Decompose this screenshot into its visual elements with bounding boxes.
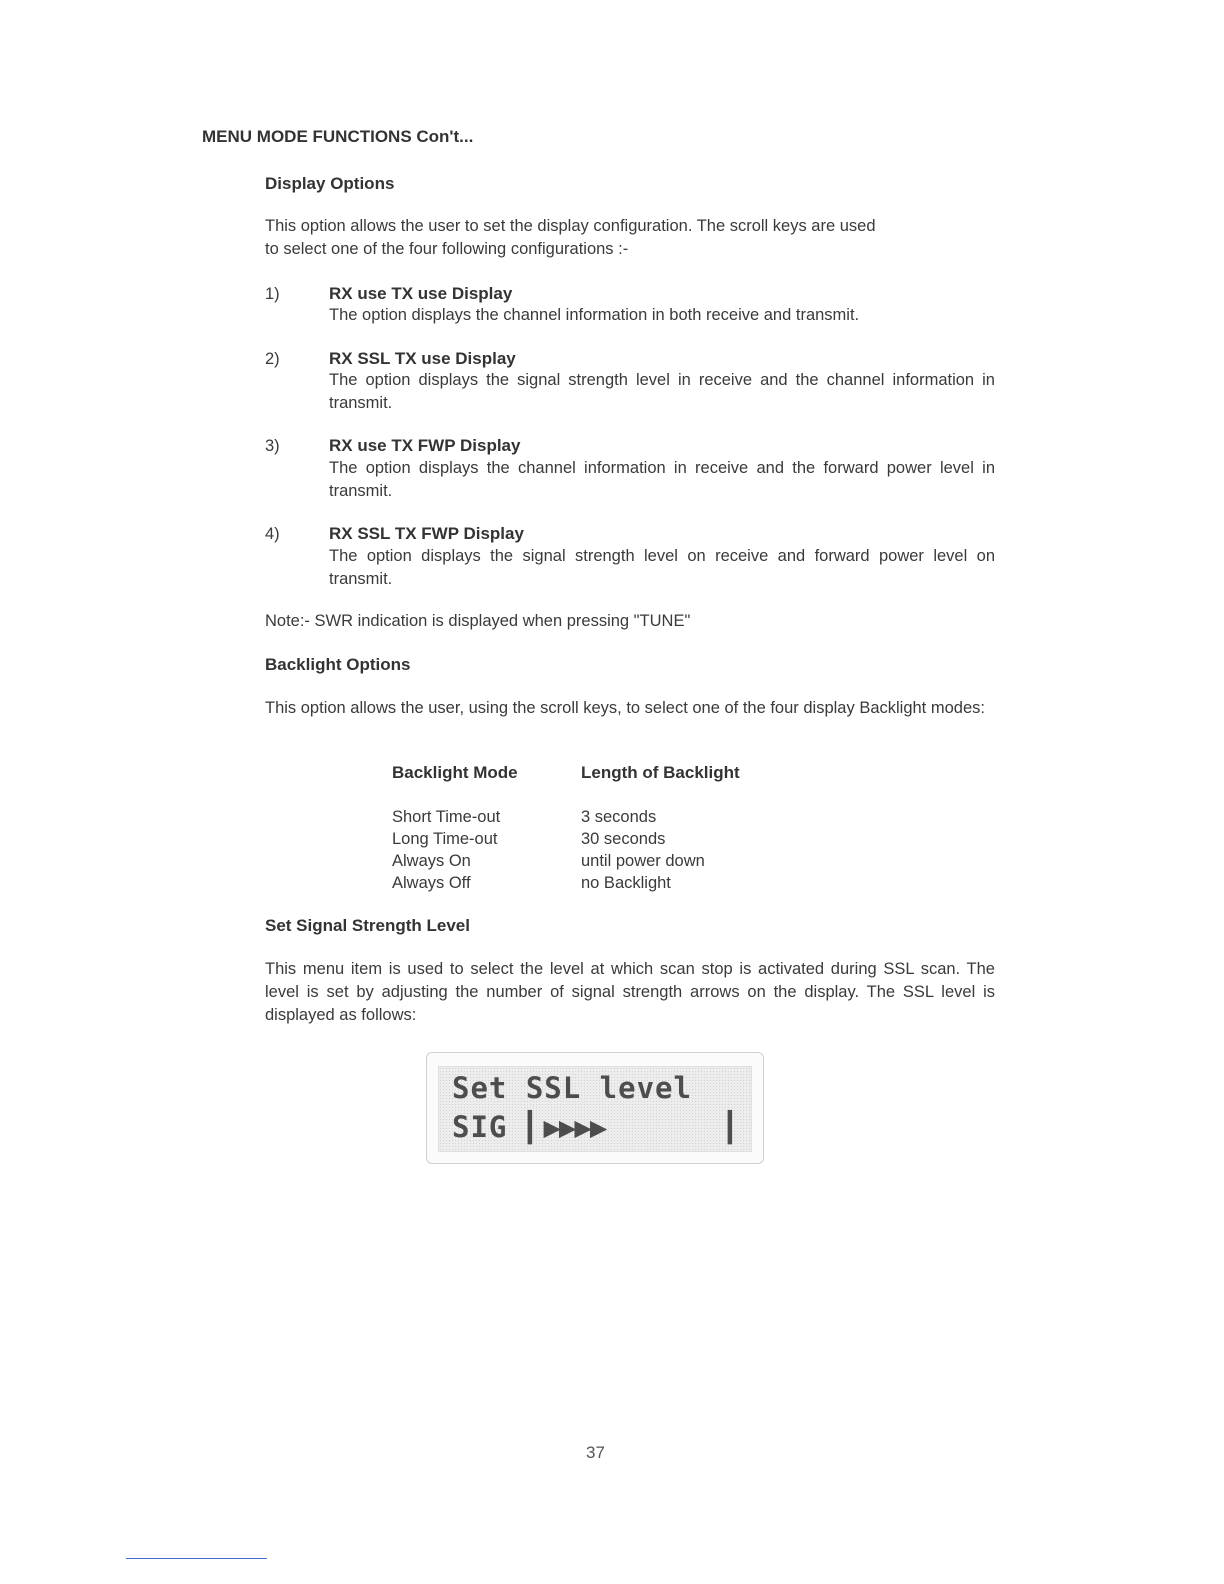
backlight-length-cell: no Backlight	[581, 874, 671, 892]
lcd-line-1: Set SSL level	[452, 1071, 692, 1105]
item-1-title: RX use TX use Display	[329, 284, 513, 303]
footer-rule	[126, 1558, 267, 1559]
display-options-heading: Display Options	[265, 174, 395, 193]
swr-note: Note:- SWR indication is displayed when pressing "TUNE"	[265, 612, 691, 630]
item-2-number: 2)	[265, 350, 280, 368]
backlight-table	[392, 763, 892, 903]
backlight-length-cell: 30 seconds	[581, 830, 666, 848]
item-4-description: The option displays the signal strength level on receive and forward power level on transmit.	[329, 547, 995, 588]
display-options-intro-line2: to select one of the four following configurations :-	[265, 240, 629, 258]
item-4-title: RX SSL TX FWP Display	[329, 524, 524, 543]
item-2-description: The option displays the signal strength level in receive and the channel information in transmit.	[329, 371, 995, 412]
backlight-col-mode-header: Backlight Mode	[392, 763, 518, 782]
signal-level-marker-icon: ▎	[728, 1110, 747, 1144]
page-title: MENU MODE FUNCTIONS Con't...	[202, 127, 474, 146]
ssl-heading: Set Signal Strength Level	[265, 916, 470, 935]
backlight-mode-cell: Long Time-out	[392, 830, 498, 848]
backlight-options-intro: This option allows the user, using the scroll keys, to select one of the four display Backlight modes:	[265, 699, 985, 717]
ssl-intro: This menu item is used to select the level at which scan stop is activated during SSL scan. The level is set by adjusting the number of signal strength arrows on the display. The SSL level is displayed as follows:	[265, 960, 995, 1024]
backlight-length-cell: 3 seconds	[581, 808, 657, 826]
item-1-description: The option displays the channel information in both receive and transmit.	[329, 306, 860, 324]
backlight-mode-cell: Always On	[392, 852, 471, 870]
backlight-options-heading: Backlight Options	[265, 655, 411, 674]
display-options-intro-line1: This option allows the user to set the display configuration. The scroll keys are used	[265, 217, 876, 235]
backlight-mode-cell: Short Time-out	[392, 808, 501, 826]
backlight-col-length-header: Length of Backlight	[581, 763, 740, 782]
item-2-title: RX SSL TX use Display	[329, 349, 516, 368]
backlight-mode-cell: Always Off	[392, 874, 471, 892]
backlight-length-cell: until power down	[581, 852, 705, 870]
page-number: 37	[586, 1443, 605, 1462]
item-3-description: The option displays the channel information in receive and the forward power level in transmit.	[329, 459, 995, 500]
item-4-number: 4)	[265, 525, 280, 543]
item-1-number: 1)	[265, 285, 280, 303]
signal-strength-arrows-icon: ▎▶▶▶▶	[528, 1110, 606, 1144]
lcd-line-2-label: SIG	[452, 1110, 508, 1144]
item-3-number: 3)	[265, 437, 280, 455]
item-3-title: RX use TX FWP Display	[329, 436, 521, 455]
